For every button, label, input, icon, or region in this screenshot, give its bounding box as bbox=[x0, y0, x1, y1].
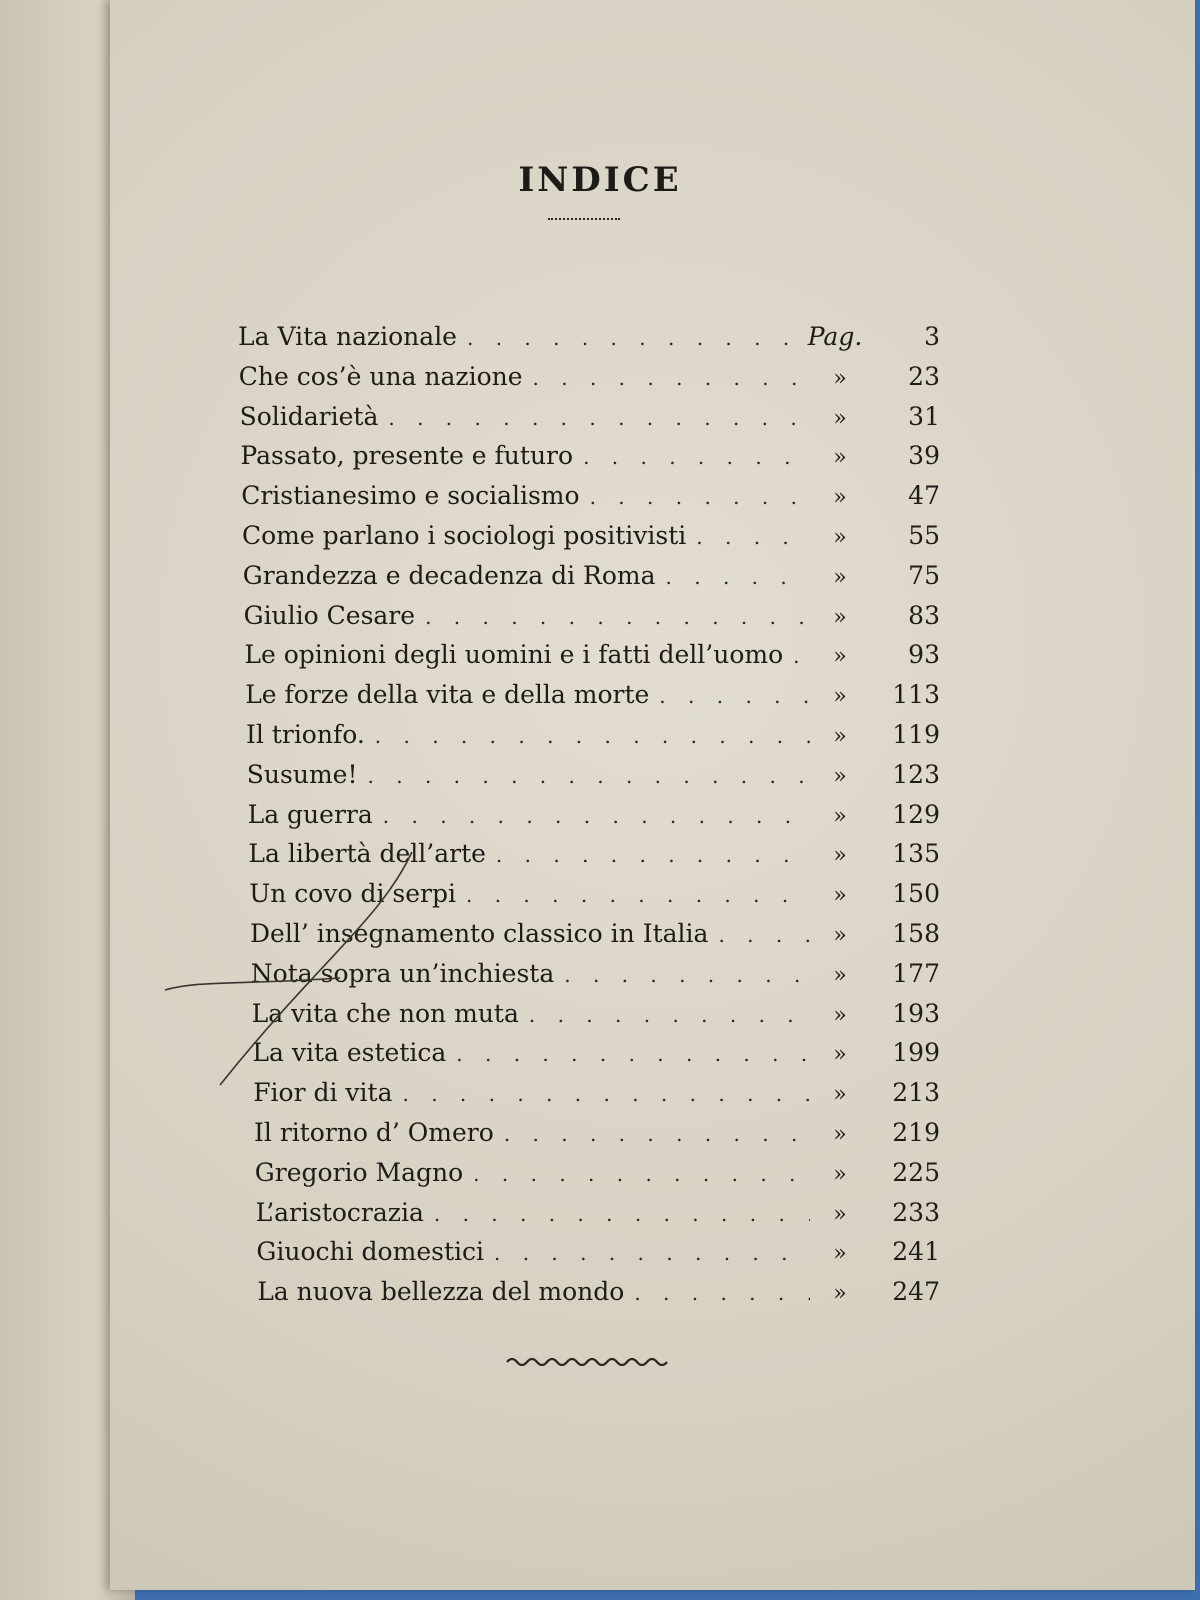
toc-entry-page: 233 bbox=[892, 1197, 940, 1227]
toc-entry-page: 113 bbox=[892, 680, 940, 710]
toc-entry-page: 123 bbox=[892, 759, 940, 789]
toc-entry-title: Giulio Cesare bbox=[243, 600, 416, 630]
ditto-mark: » bbox=[833, 1122, 847, 1147]
toc-entry-title: La vita che non muta bbox=[251, 998, 519, 1028]
ditto-mark: » bbox=[833, 962, 847, 988]
ditto-mark: » bbox=[833, 923, 847, 948]
ditto-mark: » bbox=[833, 1161, 847, 1187]
toc-entry-page: 150 bbox=[892, 879, 940, 909]
toc-entry-title: Giuochi domestici bbox=[256, 1237, 484, 1267]
toc-entry-title: La vita estetica bbox=[252, 1038, 447, 1068]
ditto-mark: » bbox=[833, 883, 847, 909]
ditto-mark: » bbox=[833, 1201, 847, 1227]
toc-entry-title: Cristianesimo e socialismo bbox=[241, 481, 580, 511]
toc-entry-title: Il ritorno d’ Omero bbox=[254, 1118, 494, 1147]
toc-entry-title: Il trionfo. bbox=[246, 720, 365, 749]
toc-entry-title: Susume! bbox=[246, 759, 358, 789]
toc-entry-page: 23 bbox=[908, 361, 940, 391]
toc-entry-page: 225 bbox=[892, 1157, 940, 1187]
toc-entry-title: Solidarietà bbox=[239, 401, 379, 431]
page-title: INDICE bbox=[518, 160, 682, 200]
toc-entry-title: Che cos’è una nazione bbox=[238, 361, 523, 391]
ditto-mark: » bbox=[833, 684, 847, 710]
toc-entry-page: 219 bbox=[892, 1118, 940, 1147]
toc-entry-page: 135 bbox=[892, 839, 940, 869]
toc-entry-title: La nuova bellezza del mondo bbox=[257, 1277, 625, 1307]
toc-entry-title: La guerra bbox=[247, 799, 373, 829]
ditto-mark: » bbox=[833, 485, 847, 511]
ditto-mark: » bbox=[833, 1042, 847, 1068]
ditto-mark: » bbox=[833, 1281, 847, 1307]
toc-entry-page: 177 bbox=[892, 958, 940, 988]
toc-entry-title: La libertà dell’arte bbox=[248, 839, 486, 869]
toc-entry-title: Grandezza e decadenza di Roma bbox=[242, 560, 656, 590]
ditto-mark: » bbox=[833, 1082, 847, 1108]
page-marker: Pag. bbox=[807, 322, 863, 351]
toc-entry-page: 247 bbox=[892, 1277, 940, 1307]
ditto-mark: » bbox=[833, 564, 847, 590]
ditto-mark: » bbox=[833, 445, 847, 471]
toc-entry-page: 83 bbox=[908, 600, 940, 630]
toc-entry-title: Come parlano i sociologi positivisti bbox=[242, 521, 687, 550]
toc-entry-page: 241 bbox=[892, 1237, 940, 1267]
toc-entry-page: 193 bbox=[892, 998, 940, 1028]
ditto-mark: » bbox=[833, 763, 847, 789]
toc-entry-page: 3 bbox=[924, 322, 940, 351]
ditto-mark: » bbox=[833, 803, 847, 829]
toc-entry-title: Le opinioni degli uomini e i fatti dell’uomo bbox=[244, 640, 784, 670]
toc-entry-title: Passato, presente e futuro bbox=[240, 441, 574, 471]
toc-entry-page: 31 bbox=[908, 401, 940, 431]
toc-entry-page: 213 bbox=[892, 1078, 940, 1108]
toc-entry-page: 55 bbox=[908, 521, 940, 550]
ditto-mark: » bbox=[833, 365, 847, 391]
ditto-mark: » bbox=[833, 843, 847, 869]
ditto-mark: » bbox=[833, 525, 847, 550]
ditto-mark: » bbox=[833, 724, 847, 749]
ditto-mark: » bbox=[833, 405, 847, 431]
toc-entry-title: Le forze della vita e della morte bbox=[245, 680, 650, 710]
toc-entry-title: L’aristocrazia bbox=[255, 1197, 424, 1227]
toc-entry-title: Gregorio Magno bbox=[254, 1157, 464, 1187]
toc-entry-page: 129 bbox=[892, 799, 940, 829]
toc-entry-page: 158 bbox=[892, 919, 940, 948]
ditto-mark: » bbox=[833, 1241, 847, 1267]
ditto-mark: » bbox=[833, 644, 847, 670]
toc-entry-page: 93 bbox=[908, 640, 940, 670]
toc-entry-title: La Vita nazionale bbox=[238, 322, 457, 351]
toc-entry-page: 39 bbox=[908, 441, 940, 471]
toc-entry-page: 75 bbox=[908, 560, 940, 590]
toc-entry-title: Nota sopra un’inchiesta bbox=[250, 958, 555, 988]
toc-entry-page: 119 bbox=[892, 720, 940, 749]
toc-entry-page: 199 bbox=[892, 1038, 940, 1068]
toc-entry-title: Fior di vita bbox=[253, 1078, 393, 1108]
toc-entry-title: Dell’ insegnamento classico in Italia bbox=[250, 919, 709, 948]
ditto-mark: » bbox=[833, 604, 847, 630]
ditto-mark: » bbox=[833, 1002, 847, 1028]
toc-entry-page: 47 bbox=[908, 481, 940, 511]
toc-entry-title: Un covo di serpi bbox=[249, 879, 456, 909]
